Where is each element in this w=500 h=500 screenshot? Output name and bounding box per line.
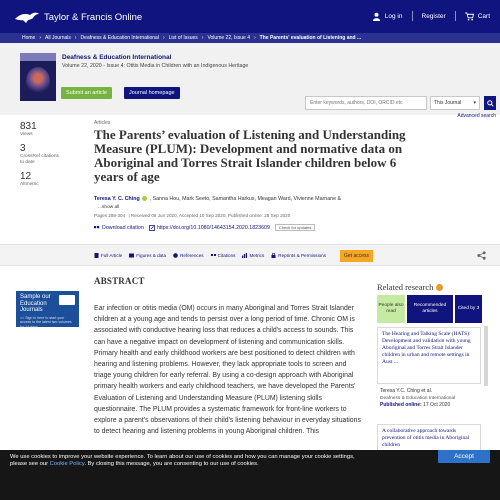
- tandf-logo: [59, 295, 75, 305]
- brand-name: Taylor & Francis Online: [44, 11, 143, 23]
- show-all-authors-link[interactable]: ...show all: [98, 205, 120, 210]
- breadcrumb-current: The Parents' evaluation of Listening and ...: [259, 35, 362, 41]
- search-input[interactable]: [305, 96, 427, 110]
- download-citation-link[interactable]: [94, 225, 144, 231]
- cookie-policy-link[interactable]: Cookie Policy: [49, 460, 85, 467]
- cookie-text-a: please see our: [10, 460, 50, 467]
- history-dates: | Received 06 Jun 2020, Accepted 10 Sep 2020, Published online: 25 Sep 2020: [128, 213, 291, 218]
- related-research-heading: [377, 282, 443, 292]
- quote-icon: [94, 225, 100, 231]
- link-icon: [149, 225, 155, 231]
- full-article-tab[interactable]: [94, 253, 122, 258]
- abstract-text: Ear infection or otitis media (OM) occurs in many Aboriginal and Torres Strait Islander children at a young age and tends to persist over a long period of time. Chronic OM is associated with conductive hearing loss that reduces a child's access to sounds. This can have a negative impact on development of listening and communication skills. Primary health and early childhood workers are best positioned to detect children with hearing and listening problems. However, they lack appropriate tools to screen and triage young children for early referral. By using a co-design approach with Aboriginal primary health workers and early childhood teachers, we have developed the Parents' Evaluation of Listening and Understanding Measure (PLUM) listening skills questionnaire. The PLUM provides a systematic framework for front-line workers to explore a parent's observations of their child's listening behaviour in everyday situations to detect hearing and listening problems in young Aboriginal children. This: [94, 305, 361, 436]
- divider: [412, 11, 413, 21]
- ad-subtext: >> Sign in here to start your access to the latest two volumes for 14 days: [20, 315, 72, 329]
- journal-title[interactable]: Deafness & Education International: [62, 54, 172, 61]
- cart-link[interactable]: [465, 12, 490, 21]
- breadcrumb-home[interactable]: Home: [22, 35, 36, 41]
- related-item[interactable]: [377, 327, 481, 384]
- breadcrumb-all-journals[interactable]: All Journals: [45, 35, 71, 41]
- related-item-title: The Hearing and Talking Scale (HATS): Development and validation with young Aboriginal and Torres Strait Islander children in urban and remote settings in Aust ...: [382, 331, 471, 365]
- journal-banner: [0, 43, 500, 119]
- crossref-count: 3: [20, 143, 26, 154]
- crossref-stat[interactable]: [20, 143, 80, 166]
- references-label: References: [180, 253, 204, 258]
- article-metrics: [20, 121, 80, 193]
- login-link[interactable]: [372, 12, 403, 21]
- related-item-meta: [380, 388, 455, 409]
- chevron-down-icon: ▾: [473, 100, 476, 106]
- get-access-button[interactable]: Get access: [340, 250, 373, 262]
- submit-article-button[interactable]: Submit an article: [61, 87, 112, 99]
- related-item-journal: Deafness & Education International: [380, 396, 456, 401]
- sample-journals-ad[interactable]: [16, 291, 79, 327]
- cookie-message: [10, 454, 410, 468]
- citations-icon: [211, 253, 216, 258]
- breadcrumb: [0, 33, 500, 43]
- related-item-authors: Teresa Y.C. Ching et al.: [380, 388, 433, 394]
- breadcrumb-journal[interactable]: Deafness & Education International: [80, 35, 159, 41]
- references-icon: [173, 253, 178, 258]
- journal-homepage-button[interactable]: Journal homepage: [124, 87, 180, 99]
- page-range: Pages 288-304: [94, 213, 126, 218]
- metrics-tab[interactable]: [242, 253, 264, 258]
- chevron-right-icon: ›: [162, 35, 165, 41]
- tab-people-also-read[interactable]: People also read: [377, 295, 405, 323]
- doi-text: https://doi.org/10.1080/14643154.2020.1823609: [156, 224, 270, 231]
- check-for-updates-badge[interactable]: Check for updates: [275, 224, 315, 231]
- cart-icon: [465, 12, 474, 21]
- related-tabs: [377, 295, 482, 323]
- site-header: [0, 0, 500, 33]
- reprints-tab[interactable]: [271, 253, 326, 258]
- citations-label: Citations: [217, 253, 236, 258]
- search-placeholder: Enter keywords, authors, DOI, ORCID etc: [310, 100, 403, 106]
- chevron-right-icon: ›: [74, 35, 77, 41]
- accept-cookies-button[interactable]: Accept: [438, 450, 490, 463]
- publication-dates: [94, 213, 290, 218]
- views-stat: [20, 121, 80, 138]
- chevron-right-icon: ›: [201, 35, 204, 41]
- metrics-label: Metrics: [249, 253, 265, 258]
- tab-cited-by[interactable]: Cited by 3: [455, 295, 482, 323]
- breadcrumb-issues[interactable]: List of Issues: [168, 35, 198, 41]
- login-label: Log in: [384, 12, 403, 20]
- views-label: Views: [20, 132, 33, 137]
- chevron-right-icon: ›: [254, 35, 256, 41]
- download-citation-label: Download citation: [102, 224, 144, 231]
- cookie-text-b: . By closing this message, you are consenting to our use of cookies.: [84, 460, 259, 467]
- references-tab[interactable]: [173, 253, 204, 258]
- doi-link[interactable]: [149, 225, 270, 231]
- related-item-title: A collaborative approach towards prevention of otitis media in Aboriginal children: [382, 428, 470, 448]
- divider: [455, 11, 456, 21]
- altmetric-count: 12: [20, 171, 32, 182]
- crossref-label: CrossRef citations to date: [20, 154, 59, 165]
- register-label: Register: [421, 12, 446, 20]
- user-icon: [372, 12, 381, 21]
- tab-recommended-articles[interactable]: Recommended articles: [407, 295, 453, 323]
- cookie-banner: [0, 450, 500, 500]
- article-type: Articles: [94, 120, 111, 126]
- views-count: 831: [20, 121, 37, 132]
- user-nav: [372, 11, 490, 21]
- document-icon: [94, 253, 99, 258]
- altmetric-stat[interactable]: [20, 171, 80, 188]
- related-item-published: [380, 402, 455, 409]
- published-label: Published online:: [380, 402, 422, 408]
- site-logo[interactable]: [14, 10, 142, 24]
- article-tools: [94, 253, 326, 258]
- altmetric-label: Altmetric: [20, 182, 39, 187]
- cart-label: Cart: [477, 12, 490, 20]
- full-article-label: Full Article: [101, 253, 123, 258]
- figures-tab[interactable]: [129, 253, 166, 258]
- abstract-heading: ABSTRACT: [94, 276, 145, 286]
- article-title: The Parents’ evaluation of Listening and Understanding Measure (PLUM): Development and normative data on Aboriginal and Torres Strait Islander children below 6 years of age: [94, 127, 406, 184]
- figures-label: Figures & data: [136, 253, 167, 258]
- search-icon: [487, 100, 494, 107]
- tandf-bird-icon: [14, 10, 40, 24]
- related-scrollbar[interactable]: [484, 326, 488, 386]
- reprints-label: Reprints & Permissions: [278, 253, 327, 258]
- citation-row: [94, 224, 315, 231]
- chevron-right-icon: ›: [39, 35, 42, 41]
- lock-icon: [271, 253, 276, 258]
- citations-tab[interactable]: [211, 253, 236, 258]
- search-scope-value: This Journal: [434, 100, 462, 106]
- author-link[interactable]: Teresa Y. C. Ching: [94, 196, 140, 202]
- search-button[interactable]: [484, 96, 496, 110]
- other-authors: , Sanna Hou, Mark Seeto, Samantha Harkus, Meagan Ward, Vivienne Marnane &: [149, 196, 342, 202]
- ad-headline: Sample our Education Journals: [20, 294, 51, 313]
- breadcrumb-issue[interactable]: Volume 22, Issue 4: [207, 35, 250, 41]
- author-list: [94, 196, 414, 203]
- bar-chart-icon: [242, 253, 247, 258]
- advanced-search-link[interactable]: Advanced search: [457, 113, 496, 119]
- cookie-line-1: We use cookies to improve your website experience. To learn about our use of cookies and how you can manage your cookie settings,: [10, 454, 355, 460]
- register-link[interactable]: [422, 13, 446, 20]
- journal-cover-image[interactable]: [20, 53, 56, 101]
- article-tools-bar: [0, 244, 500, 266]
- cookie-line-2: [10, 461, 410, 468]
- orcid-icon[interactable]: [142, 196, 147, 201]
- related-research-title: Related research: [377, 282, 434, 292]
- published-date: 17 Oct 2020: [423, 402, 451, 408]
- info-icon[interactable]: [436, 284, 443, 291]
- share-icon[interactable]: [477, 251, 486, 260]
- issue-line: Volume 22, 2020 - Issue 4: Otitis Media in Children with an Indigenous Heritage: [62, 63, 249, 69]
- search-scope-select[interactable]: [430, 96, 480, 110]
- image-icon: [129, 253, 134, 258]
